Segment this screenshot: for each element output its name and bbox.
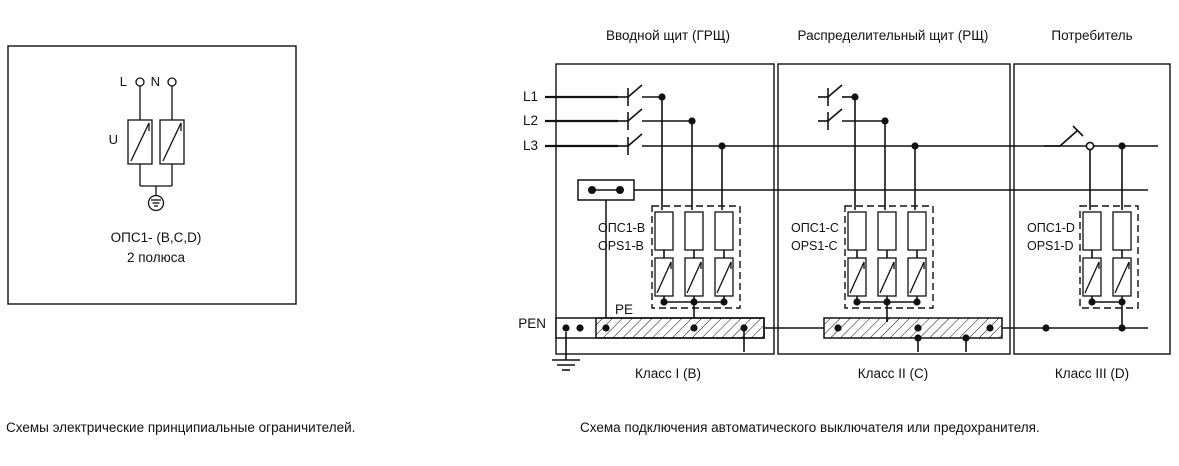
device-label-c-en: OPS1-C xyxy=(791,239,838,253)
phase-label-l3: L3 xyxy=(522,138,538,153)
device-label-d-en: OPS1-D xyxy=(1027,239,1074,253)
phase-label-l1: L1 xyxy=(522,89,538,104)
spd-block-b xyxy=(652,206,740,318)
device-label-b-en: OPS1-B xyxy=(598,239,644,253)
phase-label-l2: L2 xyxy=(522,113,538,128)
node-dot xyxy=(962,334,969,341)
node-dot xyxy=(914,334,921,341)
pe-label: PE xyxy=(614,302,634,317)
node-dot xyxy=(718,142,725,149)
earth-icon xyxy=(149,196,164,211)
device-label-b-ru: ОПС1-B xyxy=(598,221,646,235)
pen-busbar xyxy=(556,318,764,338)
breaker-group-distribution xyxy=(818,85,885,130)
varistor-symbols xyxy=(128,120,184,196)
left-device-label: ОПС1- (B,C,D) xyxy=(110,230,202,245)
left-poles-label: 2 полюса xyxy=(126,250,186,265)
drops-main xyxy=(662,97,722,210)
node-dot xyxy=(881,117,888,124)
node-dot xyxy=(658,93,665,100)
class-label-3: Класс III (D) xyxy=(1054,366,1130,381)
node-dot xyxy=(911,142,918,149)
node-dot xyxy=(688,117,695,124)
right-caption: Схема подключения автоматического выключателя или предохранителя. xyxy=(580,420,1040,435)
header-distribution-panel: Распределительный щит (РЩ) xyxy=(797,28,989,43)
pen-label: PEN xyxy=(518,316,546,331)
terminal-l-label: L xyxy=(119,74,127,89)
class-label-2: Класс II (C) xyxy=(857,366,929,381)
drops-consumer xyxy=(1090,146,1122,210)
varistor-label: U xyxy=(108,132,118,147)
node-dot xyxy=(851,93,858,100)
spd-block-d xyxy=(1080,206,1138,326)
header-main-panel: Вводной щит (ГРЩ) xyxy=(606,28,730,43)
class-label-1: Класс I (B) xyxy=(635,366,701,381)
terminal-n-label: N xyxy=(150,74,160,89)
spd-block-c xyxy=(845,206,933,322)
drops-distribution xyxy=(855,97,915,210)
device-label-c-ru: ОПС1-C xyxy=(791,221,839,235)
left-caption: Схемы электрические принципиальные ограничителей. xyxy=(6,420,356,435)
device-label-d-ru: ОПС1-D xyxy=(1027,221,1075,235)
header-consumer: Потребитель xyxy=(1051,28,1133,43)
panel-outlines xyxy=(556,64,1170,354)
node-dot xyxy=(1118,324,1125,331)
